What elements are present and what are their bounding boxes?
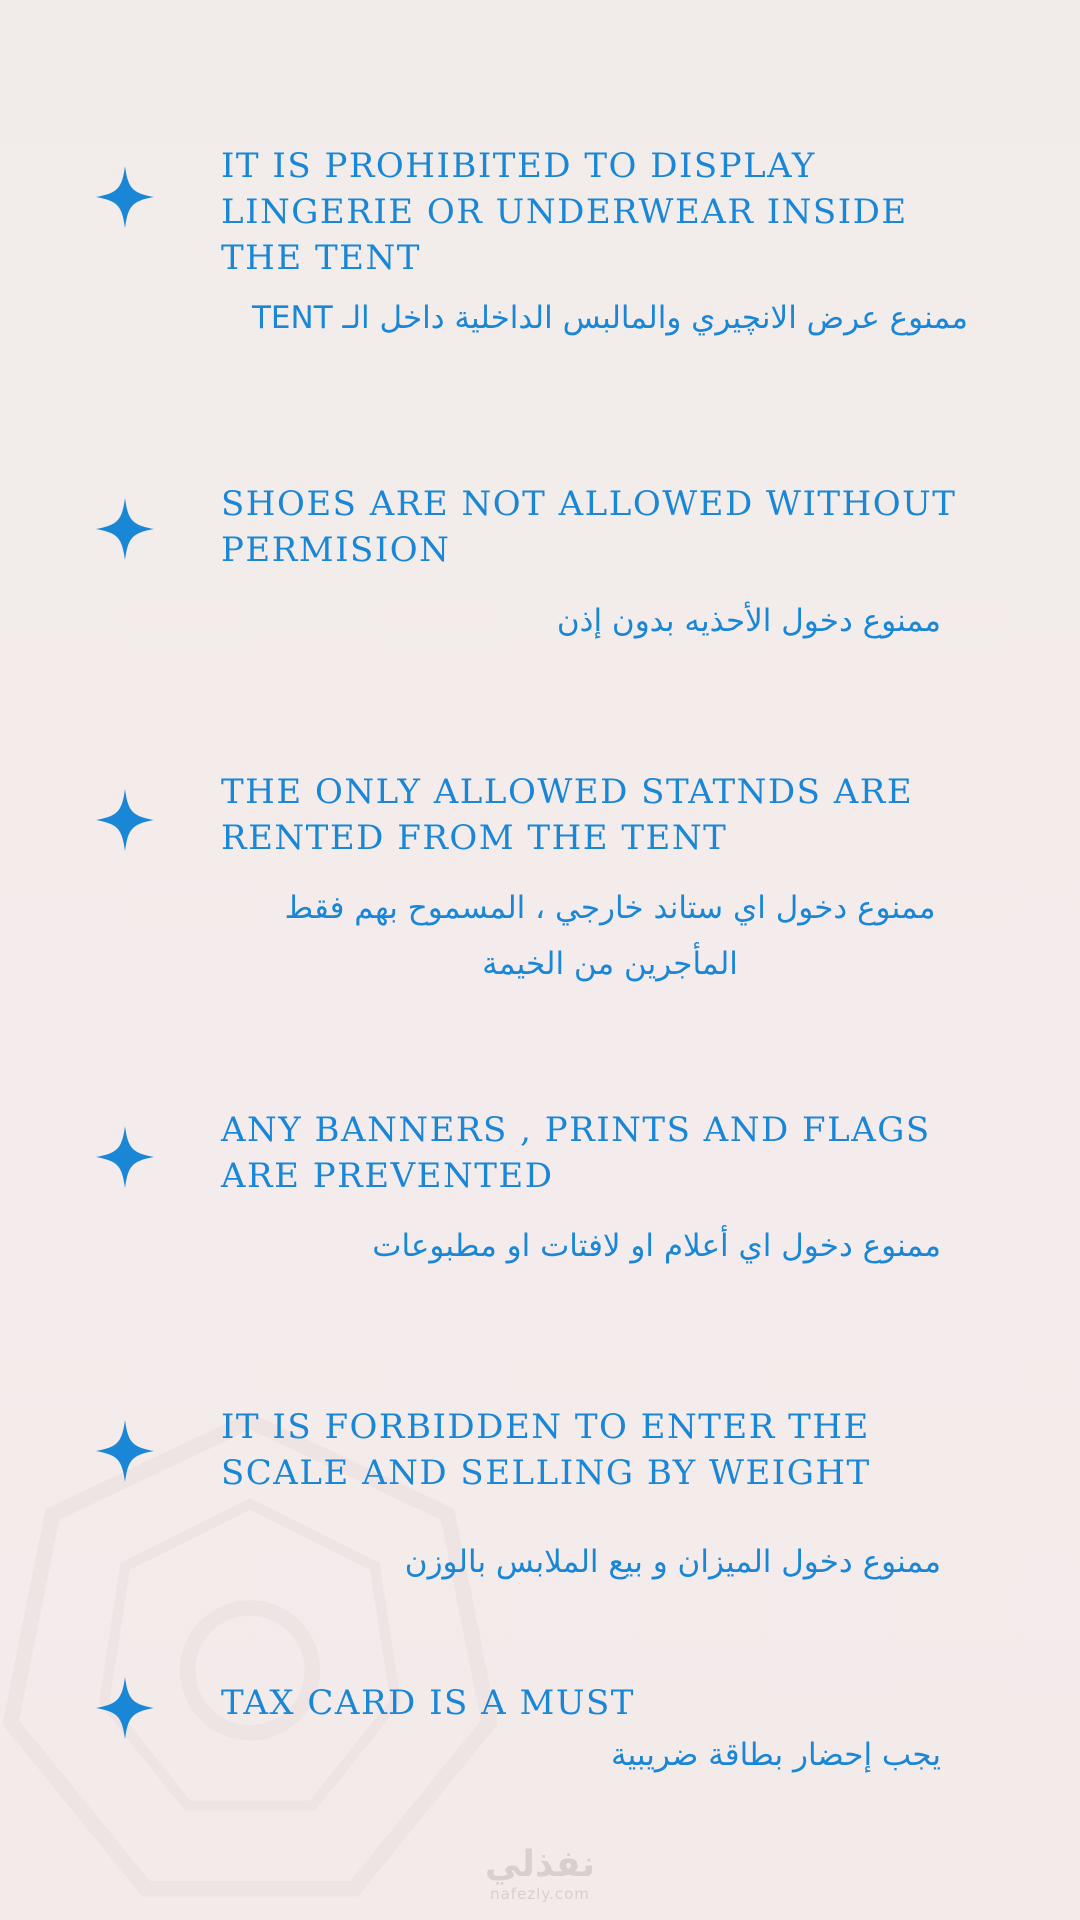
rule-title-en: SHOES ARE NOT ALLOWED WITHOUT PERMISION: [221, 484, 957, 570]
four-point-star-icon: [96, 1126, 154, 1188]
rule-text-ar: ممنوع دخول اي ستاند خارجي ، المسموح بهم فقط المأجرين من الخيمة: [284, 890, 936, 982]
rule-text-ar: ممنوع عرض الانچيري والمالبس الداخلية داخل الـ TENT: [251, 300, 969, 336]
rule-title-en: ANY BANNERS , PRINTS AND FLAGS ARE PREVENTED: [221, 1110, 931, 1196]
rule-title-en: IT IS FORBIDDEN TO ENTER THE SCALE AND SELLING BY WEIGHT: [221, 1407, 871, 1493]
four-point-star-icon: [96, 1420, 154, 1482]
rule-title-en: TAX CARD IS A MUST: [221, 1683, 635, 1723]
rule-text-ar: ممنوع دخول الأحذيه بدون إذن: [556, 603, 941, 639]
rule-title-en: IT IS PROHIBITED TO DISPLAY LINGERIE OR UNDERWEAR INSIDE THE TENT: [221, 146, 908, 278]
four-point-star-icon: [96, 1677, 154, 1739]
watermark-brand-name: نفذلي: [484, 1844, 596, 1885]
four-point-star-icon: [96, 789, 154, 851]
rule-title-en: THE ONLY ALLOWED STATNDS ARE RENTED FROM THE TENT: [221, 772, 914, 858]
four-point-star-icon: [96, 498, 154, 560]
rule-text-ar: ممنوع دخول اي أعلام او لافتات او مطبوعات: [372, 1228, 941, 1264]
rule-text-ar: ممنوع دخول الميزان و بيع الملابس بالوزن: [404, 1544, 941, 1580]
four-point-star-icon: [96, 166, 154, 228]
watermark-url: nafezly.com: [490, 1885, 590, 1903]
watermark-brand: [470, 1845, 610, 1903]
rule-text-ar: يجب إحضار بطاقة ضريبية: [610, 1737, 941, 1773]
